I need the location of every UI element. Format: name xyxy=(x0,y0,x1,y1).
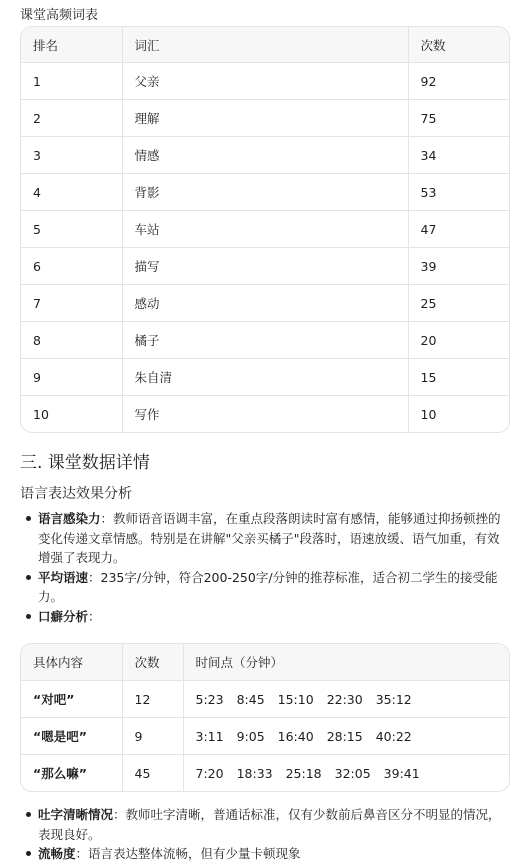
column-header-timestamps: 时间点（分钟） xyxy=(183,644,509,681)
bullet-list-top xyxy=(20,509,510,626)
bullet-text: ：教师语音语调丰富，在重点段落朗读时富有感情，能够通过抑扬顿挫的变化传递文章情感。特别是在讲解"父亲买橘子"段落时，语速放缓、语气加重，有效增强了表现力。 xyxy=(38,511,501,565)
word-cell: 理解 xyxy=(122,100,408,137)
table-row xyxy=(21,285,509,322)
timestamp: 40:22 xyxy=(375,728,412,744)
count-cell: 10 xyxy=(420,406,437,422)
bullet-key: 吐字清晰情况 xyxy=(38,807,114,822)
rank-cell: 2 xyxy=(21,100,122,137)
bullet-dot-icon xyxy=(26,614,31,619)
table-row xyxy=(21,681,509,718)
rank-cell: 9 xyxy=(21,359,122,396)
count-cell: 34 xyxy=(408,137,509,174)
timestamp: 39:41 xyxy=(383,765,420,781)
verbal-tics-table xyxy=(20,643,510,792)
timestamps-cell xyxy=(183,681,509,718)
rank-cell: 3 xyxy=(21,137,122,174)
timestamps-cell xyxy=(183,718,509,755)
table-header-row xyxy=(21,644,509,681)
bullet-dot-icon xyxy=(26,516,31,521)
count-cell: 39 xyxy=(408,248,509,285)
table-row xyxy=(21,359,509,396)
timestamp: 28:15 xyxy=(326,728,363,744)
bullet-key: 语言感染力 xyxy=(38,511,101,526)
bullet-key: 口癖分析 xyxy=(38,608,89,624)
bullet-key: 流畅度 xyxy=(38,846,76,861)
bullet-text: ： xyxy=(88,608,101,624)
timestamp: 32:05 xyxy=(334,765,371,781)
timestamp: 15:10 xyxy=(277,691,314,707)
word-cell: 情感 xyxy=(122,137,408,174)
table-caption: 课堂高频词表 xyxy=(20,8,99,23)
table-row xyxy=(21,137,509,174)
bullet-text: ：235字/分钟，符合200-250字/分钟的推荐标准，适合初二学生的接受能力。 xyxy=(38,569,498,604)
column-header-word: 词汇 xyxy=(122,27,408,63)
word-cell: 描写 xyxy=(122,248,408,285)
timestamp: 3:11 xyxy=(195,728,224,744)
rank-cell: 8 xyxy=(21,322,122,359)
rank-cell: 6 xyxy=(21,248,122,285)
column-header-rank: 排名 xyxy=(21,27,122,63)
bullet-text: ：教师吐字清晰，普通话标准，仅有少数前后鼻音区分不明显的情况，表现良好。 xyxy=(38,807,501,842)
word-cell: 朱自清 xyxy=(122,359,408,396)
word-cell: 感动 xyxy=(122,285,408,322)
word-cell: 橘子 xyxy=(122,322,408,359)
bullet-item xyxy=(20,607,510,627)
word-cell: 车站 xyxy=(122,211,408,248)
phrase-cell: “对吧” xyxy=(21,681,122,718)
timestamp: 35:12 xyxy=(375,691,412,707)
word-cell: 写作 xyxy=(122,396,408,433)
table-row xyxy=(21,174,509,211)
rank-cell: 5 xyxy=(21,211,122,248)
timestamp: 9:05 xyxy=(236,728,265,744)
word-cell: 背影 xyxy=(122,174,408,211)
phrase-cell: “那么嘛” xyxy=(21,755,122,792)
table-row xyxy=(21,755,509,792)
count-cell: 20 xyxy=(408,322,509,359)
bullet-dot-icon xyxy=(26,812,31,817)
count-cell: 92 xyxy=(408,63,509,100)
count-cell: 15 xyxy=(408,359,509,396)
bullet-item xyxy=(20,568,510,607)
count-cell: 12 xyxy=(122,681,183,718)
table-row xyxy=(21,322,509,359)
subsection-title: 语言表达效果分析 xyxy=(20,486,132,502)
column-header-count: 次数 xyxy=(408,27,509,63)
bullet-dot-icon xyxy=(26,575,31,580)
phrase-cell: “嗯是吧” xyxy=(21,718,122,755)
rank-cell: 7 xyxy=(21,285,122,322)
bullet-item xyxy=(20,509,510,568)
bullet-list-bottom xyxy=(20,805,510,864)
timestamp: 22:30 xyxy=(326,691,363,707)
count-cell: 75 xyxy=(408,100,509,137)
timestamp: 8:45 xyxy=(236,691,265,707)
frequency-table xyxy=(20,26,510,433)
column-header-phrase: 具体内容 xyxy=(21,644,122,681)
count-cell: 47 xyxy=(408,211,509,248)
count-cell: 45 xyxy=(122,755,183,792)
column-header-count: 次数 xyxy=(122,644,183,681)
count-cell: 25 xyxy=(408,285,509,322)
bullet-item xyxy=(20,805,510,844)
table-row xyxy=(21,63,509,100)
bullet-item xyxy=(20,844,510,864)
table-row xyxy=(21,718,509,755)
table-row xyxy=(21,248,509,285)
timestamp: 25:18 xyxy=(285,765,322,781)
table-row xyxy=(21,211,509,248)
table-row xyxy=(21,396,509,433)
bullet-text: ：语言表达整体流畅，但有少量卡顿现象 xyxy=(75,846,301,861)
count-cell: 53 xyxy=(408,174,509,211)
bullet-dot-icon xyxy=(26,851,31,856)
timestamps-cell xyxy=(183,755,509,792)
count-cell: 9 xyxy=(122,718,183,755)
timestamp: 18:33 xyxy=(236,765,273,781)
bullet-key: 平均语速 xyxy=(38,569,89,585)
timestamp: 5:23 xyxy=(195,691,224,707)
word-cell: 父亲 xyxy=(122,63,408,100)
table-header-row xyxy=(21,27,509,63)
table-row xyxy=(21,100,509,137)
section-title: 三. 课堂数据详情 xyxy=(20,453,150,473)
rank-cell: 4 xyxy=(21,174,122,211)
timestamp: 7:20 xyxy=(195,765,224,781)
timestamp: 16:40 xyxy=(277,728,314,744)
rank-cell: 10 xyxy=(21,396,122,433)
rank-cell: 1 xyxy=(21,63,122,100)
